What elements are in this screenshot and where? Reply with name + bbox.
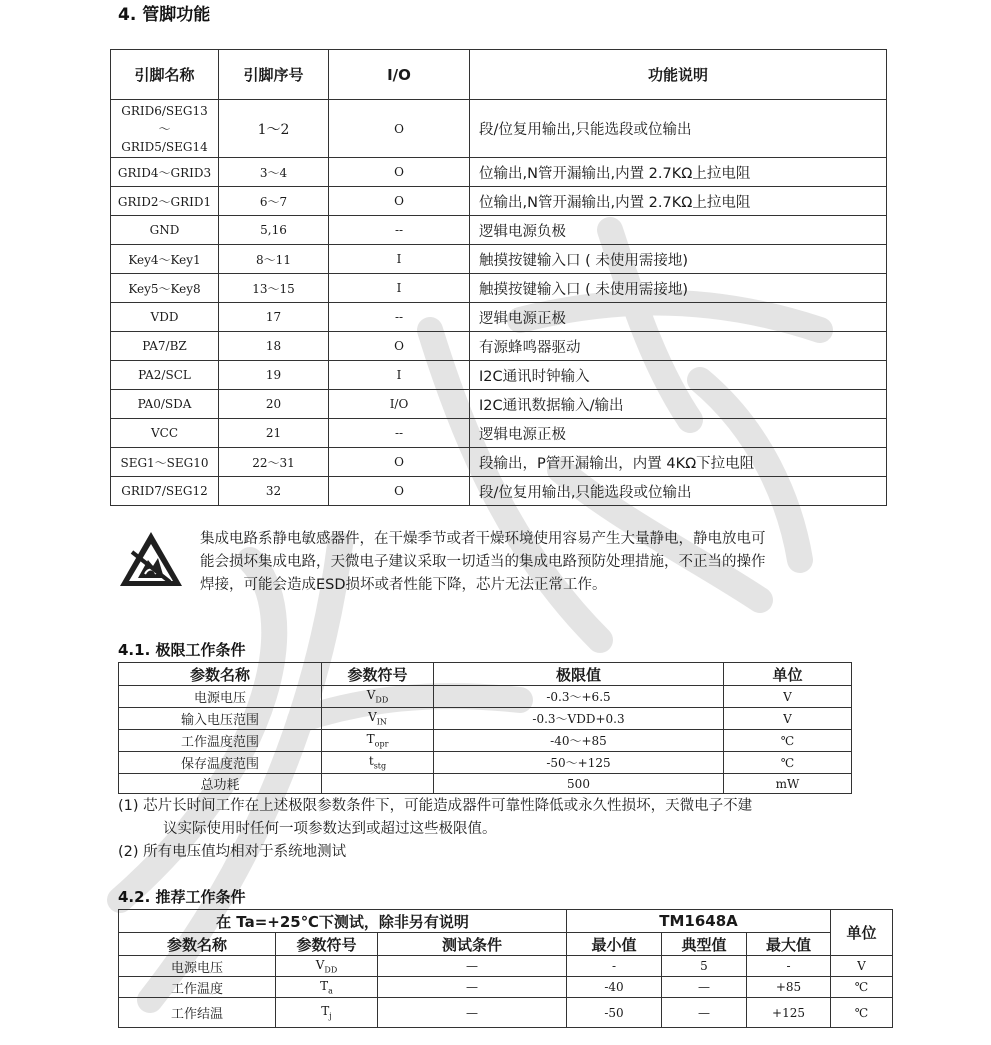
unit-cell: V bbox=[831, 956, 893, 977]
header-param-name: 参数名称 bbox=[119, 663, 322, 686]
param-name-cell: 工作温度 bbox=[119, 977, 276, 998]
pin-name-cell: VCC bbox=[111, 419, 219, 448]
limit-value-cell: -50～+125 bbox=[434, 752, 724, 774]
note-1-cont: 议实际使用时任何一项参数达到或超过这些极限值。 bbox=[163, 821, 497, 837]
limit-value-cell: -0.3～VDD+0.3 bbox=[434, 708, 724, 730]
table-row bbox=[119, 998, 893, 1028]
table-row bbox=[119, 730, 852, 752]
limit-notes bbox=[118, 795, 918, 864]
unit-cell: V bbox=[724, 686, 852, 708]
header-limit-value: 极限值 bbox=[434, 663, 724, 686]
pin-desc-cell: 段/位复用输出,只能选段或位输出 bbox=[470, 477, 887, 506]
header-unit: 单位 bbox=[724, 663, 852, 686]
min-cell: -40 bbox=[567, 977, 662, 998]
param-symbol-cell: $V_{IN}$ bbox=[322, 708, 434, 730]
pin-desc-cell: 有源蜂鸣器驱动 bbox=[470, 332, 887, 361]
recommended-conditions-table bbox=[118, 909, 893, 1028]
param-symbol-cell: $T_a$ bbox=[276, 977, 378, 998]
pin-io-cell: O bbox=[329, 448, 470, 477]
table-row bbox=[111, 158, 887, 187]
pin-io-cell: I bbox=[329, 245, 470, 274]
header-param-symbol: 参数符号 bbox=[322, 663, 434, 686]
pin-number-cell: 5,16 bbox=[219, 216, 329, 245]
pin-desc-cell: 位输出,N管开漏输出,内置 2.7KΩ上拉电阻 bbox=[470, 187, 887, 216]
section-4-1-title: 4.1. 极限工作条件 bbox=[118, 641, 246, 659]
test-condition-cell: — bbox=[378, 998, 567, 1028]
param-symbol-cell: $V_{DD}$ bbox=[276, 956, 378, 977]
pin-name-cell: PA2/SCL bbox=[111, 361, 219, 390]
pin-number-cell: 21 bbox=[219, 419, 329, 448]
absolute-max-table bbox=[118, 662, 852, 794]
pin-function-table bbox=[110, 49, 887, 506]
pin-io-cell: I/O bbox=[329, 390, 470, 419]
param-name-cell: 保存温度范围 bbox=[119, 752, 322, 774]
param-symbol-cell: $t_{stg}$ bbox=[322, 752, 434, 774]
typ-cell: — bbox=[662, 977, 747, 998]
pin-name-cell: GRID7/SEG12 bbox=[111, 477, 219, 506]
pin-number-cell: 19 bbox=[219, 361, 329, 390]
pin-name-cell: PA7/BZ bbox=[111, 332, 219, 361]
unit-cell: mW bbox=[724, 774, 852, 794]
table-row bbox=[111, 303, 887, 332]
esd-warning-text: 集成电路系静电敏感器件，在干燥季节或者干燥环境使用容易产生大量静电，静电放电可 能会损坏集成电路，天微电子建议采取一切适当的集成电路预防处理措施，不正当的操作 焊接，可能会造成ESD损坏或者性能下降，芯片无法正常工作。 bbox=[200, 531, 766, 593]
max-cell: - bbox=[747, 956, 831, 977]
header-max: 最大值 bbox=[747, 933, 831, 956]
pin-number-cell: 18 bbox=[219, 332, 329, 361]
pin-number-cell: 17 bbox=[219, 303, 329, 332]
unit-cell: ℃ bbox=[831, 977, 893, 998]
param-symbol-cell: $T_{opr}$ bbox=[322, 730, 434, 752]
note-2: (2) 所有电压值均相对于系统地测试 bbox=[118, 844, 347, 860]
max-cell: +85 bbox=[747, 977, 831, 998]
pin-desc-cell: 位输出,N管开漏输出,内置 2.7KΩ上拉电阻 bbox=[470, 158, 887, 187]
pin-io-cell: -- bbox=[329, 419, 470, 448]
pin-name-cell: Key5～Key8 bbox=[111, 274, 219, 303]
limit-value-cell: -40～+85 bbox=[434, 730, 724, 752]
table-row bbox=[119, 752, 852, 774]
table-row bbox=[111, 274, 887, 303]
pin-name-cell: GND bbox=[111, 216, 219, 245]
table-row bbox=[119, 774, 852, 794]
param-name-cell: 工作温度范围 bbox=[119, 730, 322, 752]
header-param-symbol: 参数符号 bbox=[276, 933, 378, 956]
pin-number-cell: 6～7 bbox=[219, 187, 329, 216]
table-row bbox=[111, 419, 887, 448]
pin-number-cell: 32 bbox=[219, 477, 329, 506]
pin-io-cell: O bbox=[329, 158, 470, 187]
min-cell: -50 bbox=[567, 998, 662, 1028]
test-condition-cell: — bbox=[378, 956, 567, 977]
unit-cell: ℃ bbox=[724, 752, 852, 774]
note-1: (1) 芯片长时间工作在上述极限参数条件下，可能造成器件可靠性降低或永久性损坏，天微电子不建 bbox=[118, 798, 753, 814]
header-test-condition: 测试条件 bbox=[378, 933, 567, 956]
param-symbol-cell: $T_j$ bbox=[276, 998, 378, 1028]
pin-name-cell: GRID6/SEG13 ～ GRID5/SEG14 bbox=[111, 100, 219, 158]
table-row bbox=[111, 361, 887, 390]
min-cell: - bbox=[567, 956, 662, 977]
pin-number-cell: 3～4 bbox=[219, 158, 329, 187]
table-row bbox=[111, 216, 887, 245]
unit-cell: ℃ bbox=[831, 998, 893, 1028]
typ-cell: 5 bbox=[662, 956, 747, 977]
unit-cell: ℃ bbox=[724, 730, 852, 752]
limit-value-cell: -0.3～+6.5 bbox=[434, 686, 724, 708]
pin-number-cell: 13～15 bbox=[219, 274, 329, 303]
param-name-cell: 总功耗 bbox=[119, 774, 322, 794]
param-symbol-cell: $V_{DD}$ bbox=[322, 686, 434, 708]
pin-io-cell: I bbox=[329, 274, 470, 303]
pin-name-cell: GRID4～GRID3 bbox=[111, 158, 219, 187]
table-row bbox=[119, 708, 852, 730]
header-io: I/O bbox=[329, 50, 470, 100]
header-function: 功能说明 bbox=[470, 50, 887, 100]
header-min: 最小值 bbox=[567, 933, 662, 956]
unit-cell: V bbox=[724, 708, 852, 730]
header-unit: 单位 bbox=[831, 910, 893, 956]
pin-desc-cell: 逻辑电源正极 bbox=[470, 303, 887, 332]
test-condition-header: 在 Ta=+25℃下测试，除非另有说明 bbox=[119, 910, 567, 933]
esd-warning-icon bbox=[118, 530, 184, 588]
table-row bbox=[119, 977, 893, 998]
pin-desc-cell: 逻辑电源负极 bbox=[470, 216, 887, 245]
header-typ: 典型值 bbox=[662, 933, 747, 956]
pin-io-cell: O bbox=[329, 100, 470, 158]
table-row bbox=[119, 956, 893, 977]
pin-name-cell: PA0/SDA bbox=[111, 390, 219, 419]
pin-desc-cell: 逻辑电源正极 bbox=[470, 419, 887, 448]
table-row bbox=[111, 245, 887, 274]
pin-io-cell: O bbox=[329, 187, 470, 216]
table-row bbox=[111, 477, 887, 506]
pin-io-cell: O bbox=[329, 332, 470, 361]
pin-io-cell: -- bbox=[329, 303, 470, 332]
header-param-name: 参数名称 bbox=[119, 933, 276, 956]
pin-number-cell: 1～2 bbox=[219, 100, 329, 158]
pin-number-cell: 20 bbox=[219, 390, 329, 419]
table-row bbox=[111, 100, 887, 158]
table-row bbox=[111, 187, 887, 216]
table-row bbox=[111, 332, 887, 361]
max-cell: +125 bbox=[747, 998, 831, 1028]
pin-io-cell: O bbox=[329, 477, 470, 506]
pin-number-cell: 22～31 bbox=[219, 448, 329, 477]
param-name-cell: 工作结温 bbox=[119, 998, 276, 1028]
test-condition-cell: — bbox=[378, 977, 567, 998]
table-row bbox=[111, 448, 887, 477]
pin-desc-cell: 触摸按键输入口 ( 未使用需接地) bbox=[470, 274, 887, 303]
limit-value-cell: 500 bbox=[434, 774, 724, 794]
pin-desc-cell: I2C通讯数据输入/输出 bbox=[470, 390, 887, 419]
section-4-title: 4. 管脚功能 bbox=[118, 5, 211, 25]
param-name-cell: 输入电压范围 bbox=[119, 708, 322, 730]
table-row bbox=[119, 686, 852, 708]
pin-name-cell: SEG1～SEG10 bbox=[111, 448, 219, 477]
section-4-2-title: 4.2. 推荐工作条件 bbox=[118, 888, 246, 906]
part-number-header: TM1648A bbox=[567, 910, 831, 933]
param-name-cell: 电源电压 bbox=[119, 686, 322, 708]
pin-desc-cell: 段/位复用输出,只能选段或位输出 bbox=[470, 100, 887, 158]
pin-name-cell: Key4～Key1 bbox=[111, 245, 219, 274]
pin-io-cell: -- bbox=[329, 216, 470, 245]
table-row bbox=[111, 390, 887, 419]
pin-desc-cell: 触摸按键输入口 ( 未使用需接地) bbox=[470, 245, 887, 274]
pin-io-cell: I bbox=[329, 361, 470, 390]
pin-desc-cell: 段输出，P管开漏输出，内置 4KΩ下拉电阻 bbox=[470, 448, 887, 477]
pin-name-cell: VDD bbox=[111, 303, 219, 332]
pin-name-cell: GRID2～GRID1 bbox=[111, 187, 219, 216]
pin-desc-cell: I2C通讯时钟输入 bbox=[470, 361, 887, 390]
header-pin-name: 引脚名称 bbox=[111, 50, 219, 100]
typ-cell: — bbox=[662, 998, 747, 1028]
pin-number-cell: 8～11 bbox=[219, 245, 329, 274]
header-pin-number: 引脚序号 bbox=[219, 50, 329, 100]
param-symbol-cell bbox=[322, 774, 434, 794]
param-name-cell: 电源电压 bbox=[119, 956, 276, 977]
